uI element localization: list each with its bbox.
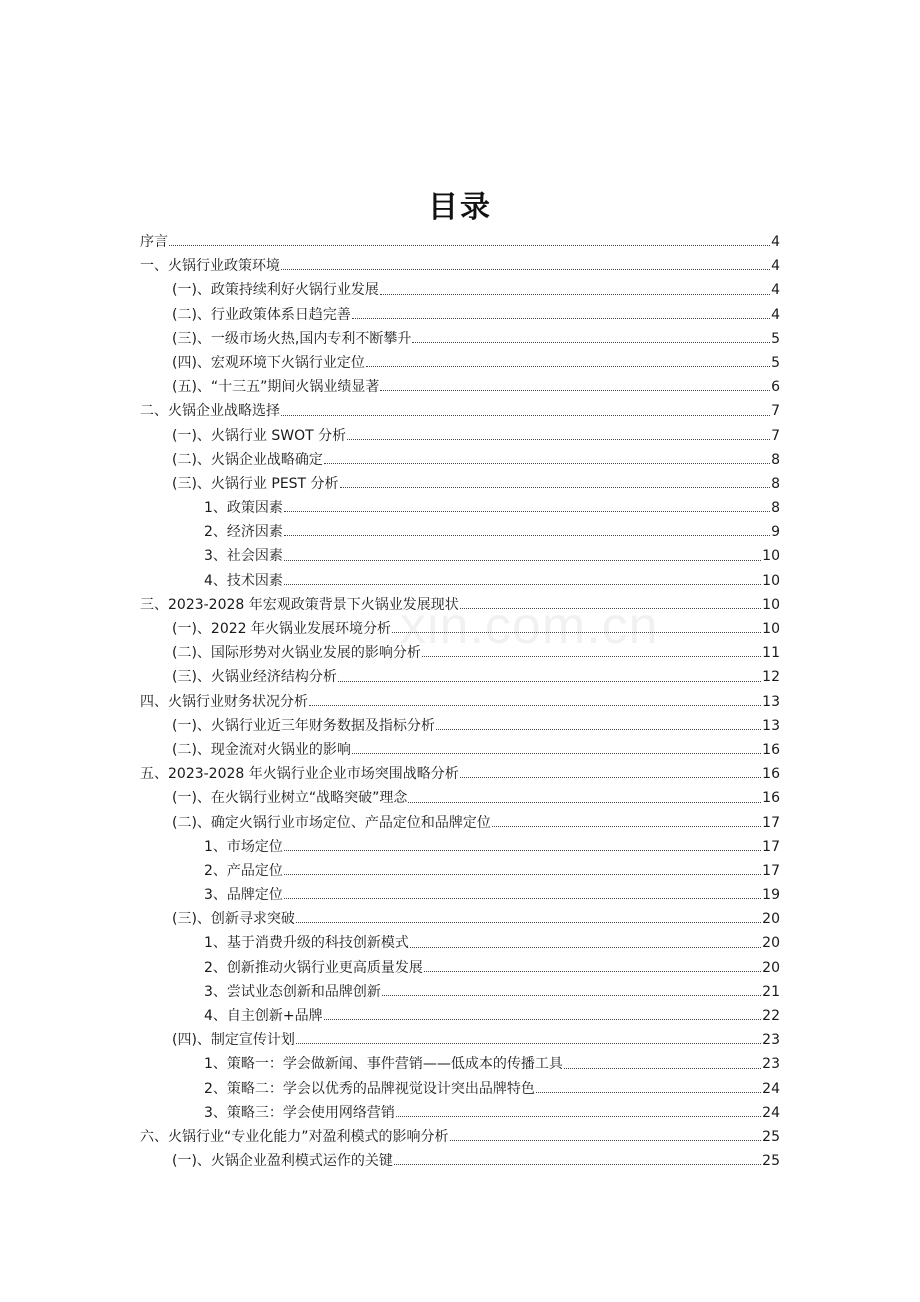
toc-entry-page-number: 17 (762, 862, 780, 879)
toc-entry[interactable] (140, 327, 780, 351)
toc-entry-page-number: 24 (762, 1104, 780, 1121)
toc-entry-label: 1、政策因素 (204, 500, 283, 517)
toc-entry-label: 二、火锅企业战略选择 (140, 403, 280, 420)
toc-entry-page-number: 17 (762, 838, 780, 855)
toc-entry-label: (四)、制定宣传计划 (172, 1032, 295, 1049)
toc-entry[interactable] (140, 956, 780, 980)
toc-entry-label: (二)、国际形势对火锅业发展的影响分析 (172, 645, 421, 662)
toc-dot-leader (396, 1115, 761, 1117)
toc-dot-leader (281, 268, 770, 270)
toc-entry-label: 3、策略三：学会使用网络营销 (204, 1104, 395, 1121)
toc-entry[interactable] (140, 351, 780, 375)
toc-entry[interactable] (140, 230, 780, 254)
toc-dot-leader (284, 583, 761, 585)
toc-entry-page-number: 10 (762, 596, 780, 613)
toc-entry[interactable] (140, 1101, 780, 1125)
toc-dot-leader (564, 1067, 761, 1069)
toc-entry[interactable] (140, 569, 780, 593)
toc-entry[interactable] (140, 520, 780, 544)
toc-entry-page-number: 8 (771, 500, 780, 517)
toc-entry-page-number: 13 (762, 693, 780, 710)
toc-entry-page-number: 23 (762, 1056, 780, 1073)
toc-entry-label: 一、火锅行业政策环境 (140, 258, 280, 275)
toc-entry-label: 3、尝试业态创新和品牌创新 (204, 983, 381, 1000)
toc-entry-label: 五、2023-2028 年火锅行业企业市场突围战略分析 (140, 766, 459, 783)
toc-dot-leader (460, 776, 761, 778)
toc-entry[interactable] (140, 496, 780, 520)
toc-entry-label: (一)、2022 年火锅业发展环境分析 (172, 621, 392, 637)
toc-entry-label: (五)、“十三五”期间火锅业绩显著 (172, 379, 380, 396)
toc-entry-page-number: 10 (762, 572, 780, 589)
toc-entry[interactable] (140, 762, 780, 786)
toc-entry-label: (一)、火锅行业 SWOT 分析 (172, 427, 347, 444)
toc-entry[interactable] (140, 278, 780, 302)
toc-entry-page-number: 7 (771, 403, 780, 420)
toc-entry[interactable] (140, 375, 780, 399)
toc-entry-label: (一)、火锅企业盈利模式运作的关键 (172, 1153, 393, 1170)
toc-entry[interactable] (140, 1028, 780, 1052)
toc-dot-leader (394, 1163, 761, 1165)
toc-entry[interactable] (140, 690, 780, 714)
toc-dot-leader (324, 462, 770, 464)
toc-entry-page-number: 10 (762, 621, 780, 637)
toc-entry-label: (二)、现金流对火锅业的影响 (172, 741, 351, 758)
toc-dot-leader (424, 970, 761, 972)
toc-entry-page-number: 9 (771, 524, 780, 541)
toc-entry[interactable] (140, 786, 780, 810)
toc-entry-page-number: 22 (762, 1008, 780, 1024)
page-title: 目录 (428, 190, 492, 225)
toc-entry-label: 2、策略二：学会以优秀的品牌视觉设计突出品牌特色 (204, 1080, 535, 1097)
toc-entry[interactable] (140, 448, 780, 472)
toc-entry[interactable] (140, 1004, 780, 1028)
toc-dot-leader (284, 849, 761, 851)
toc-entry-label: (一)、火锅行业近三年财务数据及指标分析 (172, 717, 435, 734)
toc-entry[interactable] (140, 303, 780, 327)
toc-dot-leader (352, 752, 761, 754)
toc-entry-label: (四)、宏观环境下火锅行业定位 (172, 354, 365, 371)
toc-entry-page-number: 12 (762, 669, 780, 686)
toc-dot-leader (284, 559, 761, 561)
toc-dot-leader (324, 1018, 762, 1020)
toc-entry-label: 六、火锅行业“专业化能力”对盈利模式的影响分析 (140, 1128, 449, 1145)
toc-entry[interactable] (140, 544, 780, 568)
toc-dot-leader (460, 607, 761, 609)
toc-entry-page-number: 23 (762, 1032, 780, 1049)
toc-entry[interactable] (140, 617, 780, 641)
toc-entry-label: 2、创新推动火锅行业更高质量发展 (204, 959, 423, 976)
toc-dot-leader (422, 655, 761, 657)
toc-entry-label: 序言 (140, 234, 168, 250)
toc-entry[interactable] (140, 859, 780, 883)
toc-dot-leader (340, 486, 771, 488)
toc-entry-label: 4、自主创新+品牌 (204, 1008, 323, 1024)
toc-entry[interactable] (140, 472, 780, 496)
toc-entry-label: (二)、火锅企业战略确定 (172, 451, 323, 468)
toc-dot-leader (382, 994, 761, 996)
toc-entry-label: (二)、行业政策体系日趋完善 (172, 306, 351, 323)
toc-entry[interactable] (140, 1125, 780, 1149)
toc-entry-label: (三)、火锅业经济结构分析 (172, 669, 337, 686)
toc-entry[interactable] (140, 907, 780, 931)
toc-entry[interactable] (140, 738, 780, 762)
toc-entry[interactable] (140, 254, 780, 278)
toc-entry-page-number: 11 (762, 645, 780, 662)
toc-entry-label: 2、经济因素 (204, 524, 283, 541)
toc-entry-label: (二)、确定火锅行业市场定位、产品定位和品牌定位 (172, 814, 491, 831)
toc-entry-page-number: 20 (762, 935, 780, 952)
table-of-contents (140, 230, 780, 1173)
toc-entry[interactable] (140, 883, 780, 907)
toc-entry-label: (一)、在火锅行业树立“战略突破”理念 (172, 790, 408, 807)
toc-entry-page-number: 6 (771, 379, 780, 396)
toc-entry-page-number: 4 (771, 234, 780, 250)
toc-entry-page-number: 4 (771, 306, 780, 323)
toc-entry-label: (三)、一级市场火热,国内专利不断攀升 (172, 330, 412, 347)
toc-dot-leader (309, 704, 761, 706)
toc-entry-label: 三、2023-2028 年宏观政策背景下火锅业发展现状 (140, 596, 459, 613)
toc-entry-label: (三)、火锅行业 PEST 分析 (172, 475, 339, 492)
toc-dot-leader (347, 438, 770, 440)
toc-entry-page-number: 17 (762, 814, 780, 831)
toc-entry-page-number: 8 (771, 475, 780, 492)
toc-dot-leader (408, 801, 761, 803)
toc-entry-page-number: 5 (771, 354, 780, 371)
toc-entry[interactable] (140, 424, 780, 448)
toc-entry-page-number: 4 (771, 282, 780, 299)
toc-dot-leader (284, 897, 761, 899)
toc-dot-leader (366, 365, 770, 367)
toc-entry-page-number: 16 (762, 790, 780, 807)
toc-dot-leader (492, 825, 761, 827)
toc-dot-leader (412, 341, 770, 343)
toc-entry-page-number: 25 (762, 1153, 780, 1170)
toc-entry[interactable] (140, 641, 780, 665)
toc-entry[interactable] (140, 1149, 780, 1173)
toc-entry[interactable] (140, 399, 780, 423)
toc-entry-page-number: 7 (771, 427, 780, 444)
toc-dot-leader (296, 921, 761, 923)
watermark: xin.com.cn (400, 597, 659, 655)
toc-dot-leader (284, 534, 770, 536)
toc-entry[interactable] (140, 835, 780, 859)
toc-entry[interactable] (140, 811, 780, 835)
toc-dot-leader (352, 317, 770, 319)
toc-dot-leader (338, 680, 761, 682)
toc-entry-page-number: 25 (762, 1128, 780, 1145)
toc-entry[interactable] (140, 593, 780, 617)
toc-entry-label: 1、市场定位 (204, 838, 283, 855)
toc-entry-page-number: 16 (762, 766, 780, 783)
toc-entry-label: 1、基于消费升级的科技创新模式 (204, 935, 409, 952)
toc-entry-page-number: 19 (762, 887, 780, 904)
toc-entry-page-number: 13 (762, 717, 780, 734)
toc-entry-page-number: 16 (762, 741, 780, 758)
toc-entry[interactable] (140, 980, 780, 1004)
toc-entry-label: (一)、政策持续利好火锅行业发展 (172, 282, 379, 299)
toc-dot-leader (281, 414, 770, 416)
toc-entry[interactable] (140, 665, 780, 689)
toc-dot-leader (380, 389, 770, 391)
toc-entry-label: 4、技术因素 (204, 572, 283, 589)
toc-entry-page-number: 20 (762, 959, 780, 976)
toc-entry[interactable] (140, 714, 780, 738)
toc-dot-leader (436, 728, 761, 730)
toc-entry-label: 3、社会因素 (204, 548, 283, 565)
toc-entry-page-number: 8 (771, 451, 780, 468)
toc-dot-leader (284, 873, 761, 875)
toc-dot-leader (536, 1091, 761, 1093)
toc-entry-label: 3、品牌定位 (204, 887, 283, 904)
toc-dot-leader (410, 946, 761, 948)
toc-dot-leader (392, 631, 761, 633)
toc-entry-page-number: 10 (762, 548, 780, 565)
toc-dot-leader (296, 1042, 761, 1044)
toc-entry[interactable] (140, 1052, 780, 1076)
toc-entry-page-number: 4 (771, 258, 780, 275)
toc-entry-label: 四、火锅行业财务状况分析 (140, 693, 308, 710)
toc-dot-leader (284, 510, 770, 512)
toc-dot-leader (169, 244, 770, 246)
toc-entry-label: 2、产品定位 (204, 862, 283, 879)
toc-entry-page-number: 20 (762, 911, 780, 928)
toc-entry-label: 1、策略一：学会做新闻、事件营销——低成本的传播工具 (204, 1056, 563, 1073)
toc-entry-page-number: 24 (762, 1080, 780, 1097)
toc-entry-label: (三)、创新寻求突破 (172, 911, 295, 928)
toc-entry[interactable] (140, 931, 780, 955)
toc-entry-page-number: 5 (771, 330, 780, 347)
toc-entry[interactable] (140, 1077, 780, 1101)
toc-entry-page-number: 21 (762, 983, 780, 1000)
toc-dot-leader (450, 1139, 762, 1141)
toc-dot-leader (380, 293, 770, 295)
